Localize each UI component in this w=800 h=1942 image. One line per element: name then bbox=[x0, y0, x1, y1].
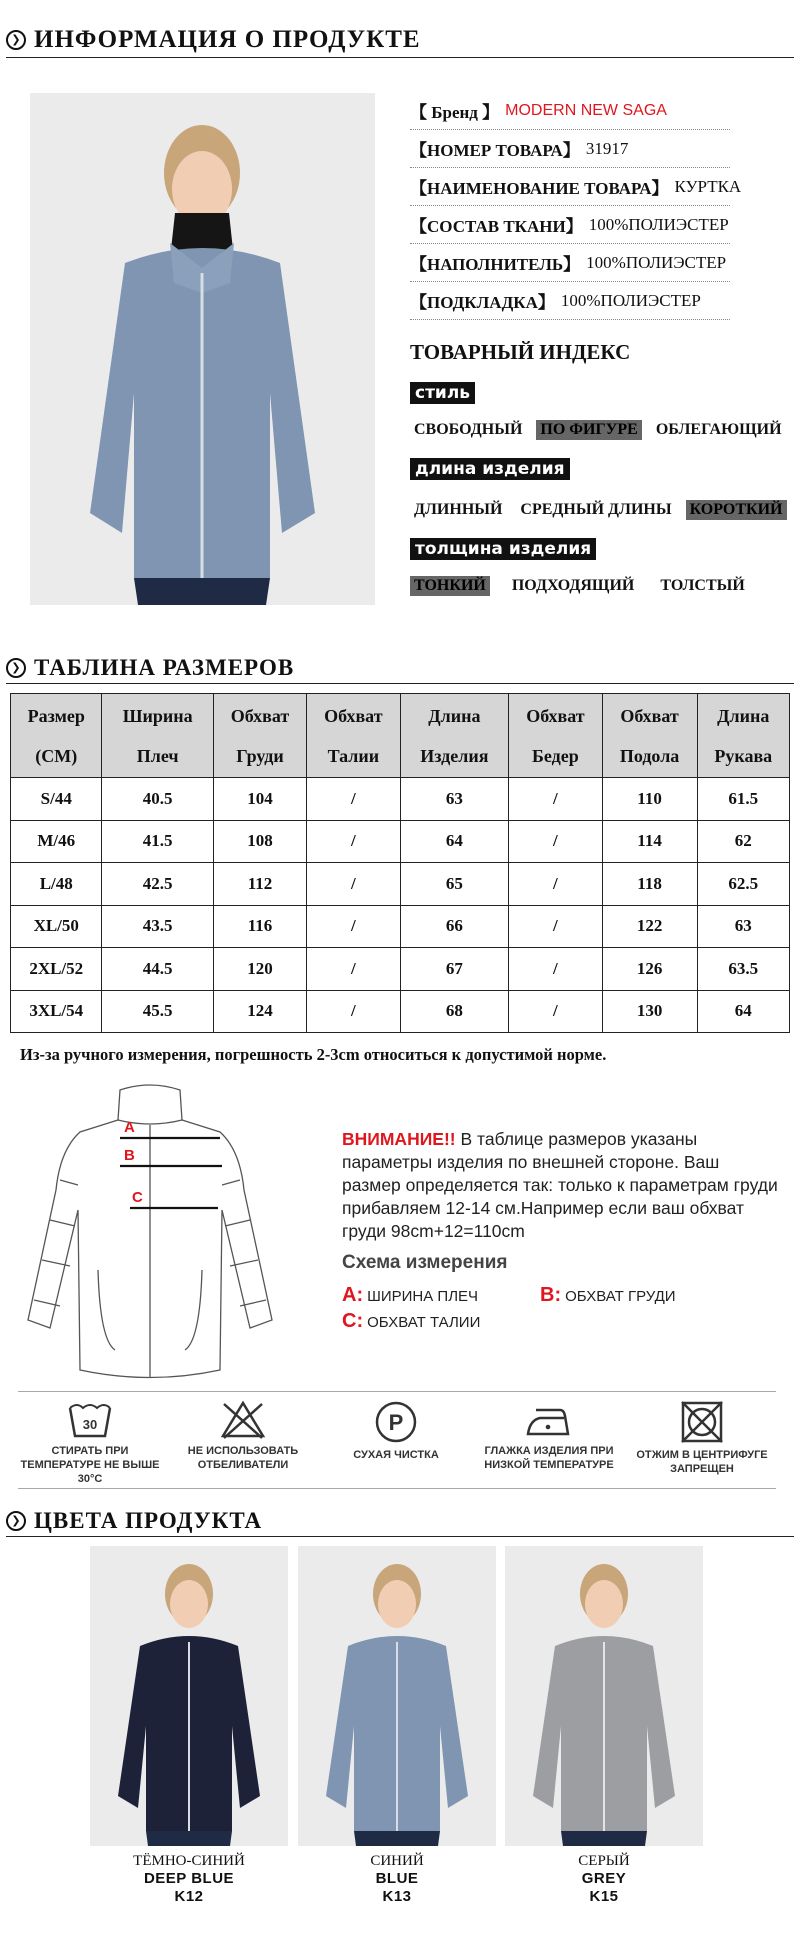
thickness-option-selected: ТОНКИЙ bbox=[410, 576, 490, 596]
section-header-colors bbox=[6, 1505, 794, 1537]
jacket-measurement-diagram bbox=[20, 1080, 280, 1390]
name-label: 【НАИМЕНОВАНИЕ ТОВАРА】 bbox=[410, 179, 669, 198]
color-caption-deep-blue bbox=[90, 1852, 288, 1906]
model-photo-image bbox=[505, 1546, 703, 1846]
section-header-size-table bbox=[6, 652, 794, 684]
header-cell: Обхват Подола bbox=[602, 694, 697, 778]
color-name-en: BLUE bbox=[375, 1870, 419, 1887]
color-photo-deep-blue bbox=[90, 1546, 288, 1846]
size-table-header bbox=[11, 694, 790, 778]
length-option: СРЕДНЫЙ ДЛИНЫ bbox=[520, 501, 672, 518]
length-option: ДЛИННЫЙ bbox=[414, 501, 503, 518]
brand-row bbox=[410, 92, 730, 130]
header-cell: Длина Изделия bbox=[400, 694, 509, 778]
model-photo-image bbox=[90, 1546, 288, 1846]
length-tag: длина изделия bbox=[410, 458, 570, 480]
measure-cell: 126 bbox=[602, 948, 697, 991]
measure-cell: / bbox=[509, 905, 602, 948]
filler-label: 【НАПОЛНИТЕЛЬ】 bbox=[410, 255, 581, 274]
style-option: ОБЛЕГАЮЩИЙ bbox=[655, 421, 782, 438]
color-name-ru: СЕРЫЙ bbox=[578, 1853, 630, 1869]
color-caption-grey bbox=[505, 1852, 703, 1906]
diagram-label-a: A bbox=[124, 1119, 135, 1136]
legend-a: A: ШИРИНА ПЛЕЧ bbox=[342, 1284, 479, 1306]
measure-cell: 112 bbox=[213, 863, 306, 906]
size-cell: 3XL/54 bbox=[11, 990, 102, 1033]
wash-30-icon bbox=[67, 1400, 113, 1440]
table-row bbox=[11, 948, 790, 991]
lining-row bbox=[410, 282, 730, 320]
size-cell: M/46 bbox=[11, 820, 102, 863]
length-option-selected: КОРОТКИЙ bbox=[686, 500, 787, 520]
size-cell: S/44 bbox=[11, 778, 102, 821]
measure-cell: 63 bbox=[697, 905, 789, 948]
fabric-value: 100%ПОЛИЭСТЕР bbox=[588, 214, 729, 234]
measure-cell: 41.5 bbox=[102, 820, 213, 863]
chevron-circle-icon: ❯ bbox=[6, 1511, 26, 1531]
header-cell: Обхват Груди bbox=[213, 694, 306, 778]
fabric-row bbox=[410, 206, 730, 244]
chevron-circle-icon: ❯ bbox=[6, 658, 26, 678]
chevron-circle-icon: ❯ bbox=[6, 30, 26, 50]
style-option: СВОБОДНЫЙ bbox=[414, 421, 523, 438]
table-row bbox=[11, 905, 790, 948]
thickness-option: ТОЛСТЫЙ bbox=[660, 577, 745, 594]
no-bleach-icon bbox=[220, 1400, 266, 1440]
measure-cell: 66 bbox=[400, 905, 509, 948]
header-cell: Обхват Талии bbox=[307, 694, 400, 778]
care-no-bleach: НЕ ИСПОЛЬЗОВАТЬ ОТБЕЛИВАТЕЛИ bbox=[168, 1400, 318, 1472]
product-info-list bbox=[410, 92, 790, 320]
measure-scheme-title: Схема измерения bbox=[342, 1252, 508, 1273]
measure-cell: 122 bbox=[602, 905, 697, 948]
color-name-ru: СИНИЙ bbox=[370, 1853, 424, 1869]
measure-cell: 68 bbox=[400, 990, 509, 1033]
measure-cell: 62 bbox=[697, 820, 789, 863]
measure-cell: 114 bbox=[602, 820, 697, 863]
color-code: K13 bbox=[382, 1888, 412, 1905]
brand-label: 【 Бренд 】 bbox=[410, 103, 500, 122]
care-dry-clean: P СУХАЯ ЧИСТКА bbox=[321, 1400, 471, 1462]
brand-value: MODERN NEW SAGA bbox=[505, 101, 667, 119]
style-tag: стиль bbox=[410, 382, 475, 404]
measure-cell: 40.5 bbox=[102, 778, 213, 821]
measure-cell: 44.5 bbox=[102, 948, 213, 991]
filler-row bbox=[410, 244, 730, 282]
measure-cell: 64 bbox=[400, 820, 509, 863]
divider bbox=[18, 1488, 776, 1489]
measure-cell: 130 bbox=[602, 990, 697, 1033]
diagram-label-b: B bbox=[124, 1147, 135, 1164]
measure-cell: 116 bbox=[213, 905, 306, 948]
size-table bbox=[10, 693, 790, 1033]
measure-cell: / bbox=[307, 905, 400, 948]
fabric-label: 【СОСТАВ ТКАНИ】 bbox=[410, 217, 583, 236]
measure-cell: 108 bbox=[213, 820, 306, 863]
article-label: 【НОМЕР ТОВАРА】 bbox=[410, 141, 580, 160]
diagram-label-c: C bbox=[132, 1189, 143, 1206]
legend-c: C: ОБХВАТ ТАЛИИ bbox=[342, 1310, 481, 1332]
color-name-en: DEEP BLUE bbox=[143, 1870, 235, 1887]
table-row bbox=[11, 778, 790, 821]
measure-cell: 124 bbox=[213, 990, 306, 1033]
measure-cell: 61.5 bbox=[697, 778, 789, 821]
product-index-title: ТОВАРНЫЙ ИНДЕКС bbox=[410, 340, 631, 364]
header-cell: Ширина Плеч bbox=[102, 694, 213, 778]
color-photo-grey bbox=[505, 1546, 703, 1846]
measure-cell: / bbox=[307, 863, 400, 906]
color-code: K12 bbox=[174, 1888, 204, 1905]
length-options bbox=[410, 500, 797, 520]
thickness-options bbox=[410, 576, 759, 596]
svg-text:30: 30 bbox=[82, 1417, 98, 1432]
divider bbox=[18, 1391, 776, 1392]
model-photo-image bbox=[298, 1546, 496, 1846]
care-no-tumble-dry: ОТЖИМ В ЦЕНТРИФУГЕ ЗАПРЕЩЕН bbox=[627, 1400, 777, 1476]
measure-cell: / bbox=[509, 990, 602, 1033]
measure-cell: / bbox=[509, 820, 602, 863]
thickness-tag: толщина изделия bbox=[410, 538, 596, 560]
lining-value: 100%ПОЛИЭСТЕР bbox=[560, 290, 701, 310]
color-name-en: GREY bbox=[581, 1870, 627, 1887]
name-row bbox=[410, 168, 742, 206]
model-blue-jacket-image bbox=[30, 93, 375, 605]
size-cell: 2XL/52 bbox=[11, 948, 102, 991]
size-cell: XL/50 bbox=[11, 905, 102, 948]
measure-cell: / bbox=[307, 948, 400, 991]
article-value: 31917 bbox=[585, 138, 629, 158]
header-cell: Длина Рукава bbox=[697, 694, 789, 778]
measure-cell: 62.5 bbox=[697, 863, 789, 906]
color-name-ru: ТЁМНО-СИНИЙ bbox=[133, 1853, 245, 1869]
header-cell: Размер (СМ) bbox=[11, 694, 102, 778]
measure-cell: 64 bbox=[697, 990, 789, 1033]
size-warning-text bbox=[342, 1128, 782, 1243]
measure-cell: 104 bbox=[213, 778, 306, 821]
lining-label: 【ПОДКЛАДКА】 bbox=[410, 293, 555, 312]
name-value: КУРТКА bbox=[674, 176, 742, 196]
article-row bbox=[410, 130, 730, 168]
measure-cell: 118 bbox=[602, 863, 697, 906]
section-title: ТАБЛИНА РАЗМЕРОВ bbox=[34, 654, 295, 680]
color-code: K15 bbox=[589, 1888, 619, 1905]
measure-cell: / bbox=[509, 863, 602, 906]
measure-cell: 63 bbox=[400, 778, 509, 821]
no-tumble-dry-icon bbox=[679, 1400, 725, 1444]
measure-cell: 45.5 bbox=[102, 990, 213, 1033]
measure-cell: 67 bbox=[400, 948, 509, 991]
table-row bbox=[11, 863, 790, 906]
warning-body: В таблице размеров указаны параметры изделия по внешней стороне. Ваш размер определяется так: только к параметрам груди прибавляем 12-14 см.Например если ваш обхват груди 98cm+12=110cm bbox=[342, 1129, 778, 1241]
style-option-selected: ПО ФИГУРЕ bbox=[536, 420, 641, 440]
measure-cell: / bbox=[509, 948, 602, 991]
care-iron-low: ГЛАЖКА ИЗДЕЛИЯ ПРИ НИЗКОЙ ТЕМПЕРАТУРЕ bbox=[474, 1400, 624, 1472]
section-header-product-info bbox=[6, 22, 794, 58]
section-title: ИНФОРМАЦИЯ О ПРОДУКТЕ bbox=[34, 25, 421, 53]
measurement-note: Из-за ручного измерения, погрешность 2-3cm относиться к допустимой норме. bbox=[20, 1045, 607, 1064]
measure-cell: / bbox=[307, 990, 400, 1033]
measure-cell: 42.5 bbox=[102, 863, 213, 906]
warning-label: ВНИМАНИЕ!! bbox=[342, 1129, 456, 1149]
thickness-option: ПОДХОДЯЩИЙ bbox=[511, 577, 635, 594]
care-wash-30: 30 СТИРАТЬ ПРИ ТЕМПЕРАТУРЕ НЕ ВЫШЕ 30°С bbox=[15, 1400, 165, 1486]
style-options bbox=[410, 420, 796, 440]
color-caption-blue bbox=[298, 1852, 496, 1906]
product-photo bbox=[30, 93, 375, 605]
section-title: ЦВЕТА ПРОДУКТА bbox=[34, 1507, 263, 1533]
color-photo-blue bbox=[298, 1546, 496, 1846]
svg-text:P: P bbox=[388, 1410, 404, 1435]
measure-cell: / bbox=[307, 820, 400, 863]
measure-cell: 120 bbox=[213, 948, 306, 991]
table-row bbox=[11, 990, 790, 1033]
measure-cell: 63.5 bbox=[697, 948, 789, 991]
legend-b: B: ОБХВАТ ГРУДИ bbox=[540, 1284, 676, 1306]
measure-cell: 43.5 bbox=[102, 905, 213, 948]
measure-cell: 65 bbox=[400, 863, 509, 906]
measure-cell: 110 bbox=[602, 778, 697, 821]
size-cell: L/48 bbox=[11, 863, 102, 906]
table-row bbox=[11, 820, 790, 863]
dry-clean-icon bbox=[373, 1400, 419, 1444]
measure-cell: / bbox=[509, 778, 602, 821]
header-cell: Обхват Бедер bbox=[509, 694, 602, 778]
iron-low-icon bbox=[524, 1400, 574, 1440]
filler-value: 100%ПОЛИЭСТЕР bbox=[586, 252, 727, 272]
measure-cell: / bbox=[307, 778, 400, 821]
